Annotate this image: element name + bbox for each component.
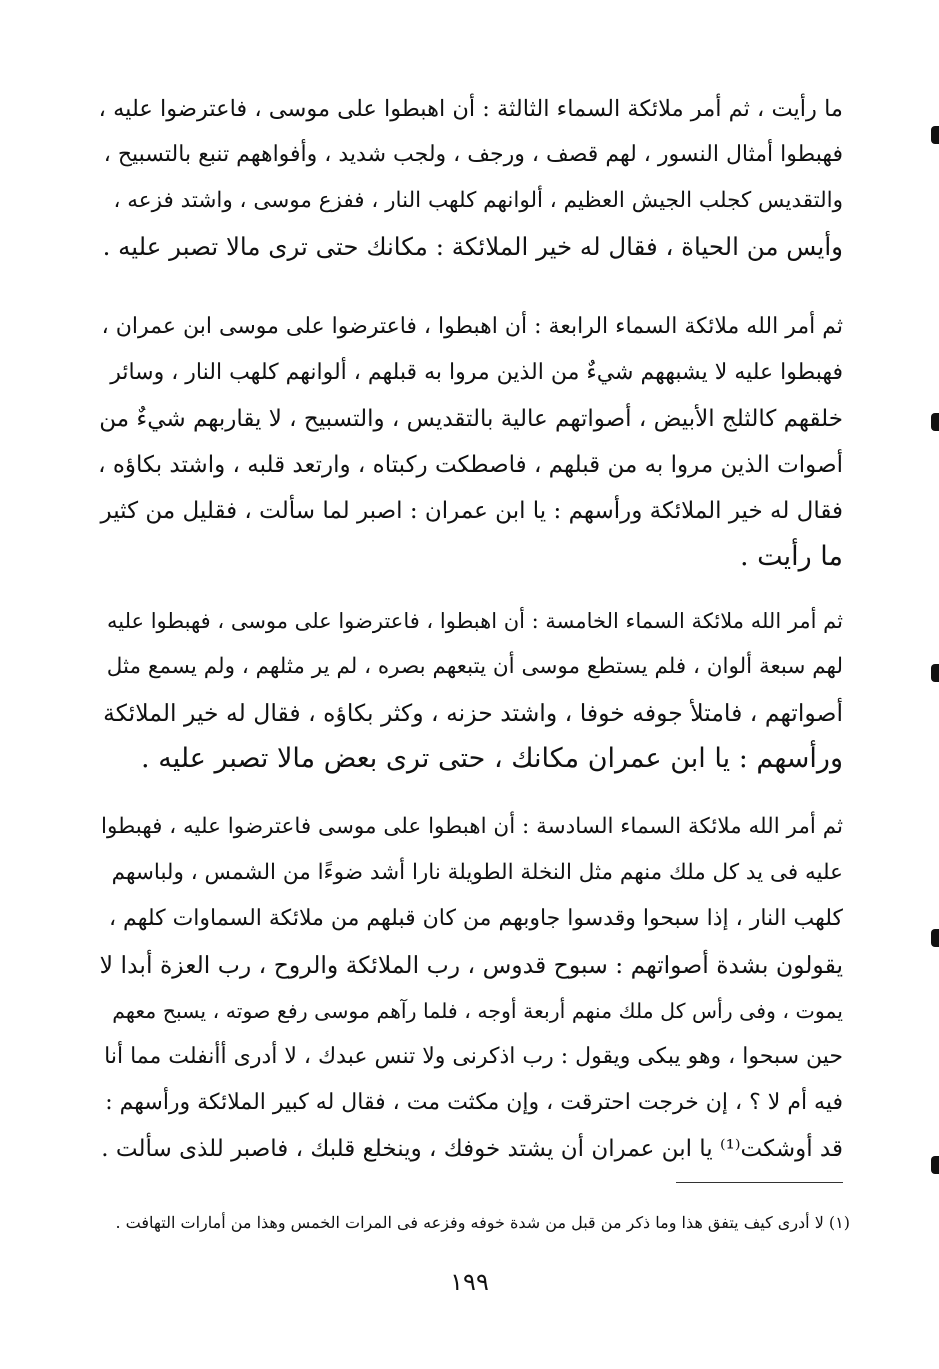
text-line: حين سبحوا ، وهو يبكى ويقول : رب اذكرنى ولا تنس عبدك ، لا أدرى أأنفلت مما أنا (104, 1044, 843, 1069)
text-line: ثم أمر الله ملائكة السماء الرابعة : أن اهبطوا ، فاعترضوا على موسى ابن عمران ، (101, 314, 843, 339)
text-line: ثم أمر الله ملائكة السماء السادسة : أن اهبطوا على موسى فاعترضوا عليه ، فهبطوا (101, 814, 843, 839)
text-line: أصواتهم ، فامتلأ جوفه خوفا ، واشتد حزنه ، وكثر بكاؤه ، فقال له خير الملائكة (103, 699, 843, 727)
text-line: عليه فى يد كل ملك منهم مثل النخلة الطويلة نارا أشد ضوءًا من الشمس ، ولباسهم (111, 860, 843, 885)
footnote: (١) لا أدرى كيف يتفق هذا وما ذكر من قبل من شدة خوفه وفزعه فى المرات الخمس وهذا من أمارات التهافت . (115, 1213, 850, 1232)
text-line: فهبطوا أمثال النسور ، لهم قصف ، ورجف ، ولجب شديد ، وأفواههم تنبع بالتسبيح ، (103, 142, 843, 167)
binding-hole-mark (931, 1156, 939, 1174)
paragraph-fourth-heaven (98, 304, 843, 580)
paragraph-fifth-heaven (98, 598, 843, 782)
text-line: فهبطوا عليه لا يشبههم شيءٌ من الذين مروا به قبلهم ، ألوانهم كلهب النار ، وسائر (110, 360, 843, 385)
text-line: ورأسهم : يا ابن عمران مكانك ، حتى ترى بعض مالا تصبر عليه . (141, 743, 843, 774)
text-line: ما رأيت . (739, 541, 843, 572)
text-line: قد أوشكت⁽¹⁾ يا ابن عمران أن يشتد خوفك ، وينخلع قلبك ، فاصبر للذى سألت . (101, 1136, 843, 1162)
binding-hole-mark (931, 413, 939, 431)
text-line: وأيس من الحياة ، فقال له خير الملائكة : مكانك حتى ترى مالا تصبر عليه . (102, 232, 843, 261)
text-line: يقولون بشدة أصواتهم : سبوح قدوس ، رب الملائكة والروح ، رب العزة أبدا لا (99, 951, 843, 979)
text-line: فيه أم لا ؟ ، إن خرجت احترقت ، وإن مكثت مت ، فقال له كبير الملائكة ورأسهم : (105, 1090, 843, 1115)
binding-hole-mark (931, 664, 939, 682)
text-line: فقال له خير الملائكة ورأسهم : يا ابن عمران : اصبر لما سألت ، فقليل من كثير (100, 498, 843, 524)
text-line: أصوات الذين مروا به من قبلهم ، فاصطكت ركبتاه ، وارتعد قلبه ، واشتد بكاؤه ، (98, 452, 843, 478)
text-line: ثم أمر الله ملائكة السماء الخامسة : أن اهبطوا ، فاعترضوا على موسى ، فهبطوا عليه (106, 609, 843, 633)
paragraph-third-heaven (98, 86, 843, 270)
text-line: ما رأيت ، ثم أمر ملائكة السماء الثالثة : أن اهبطوا على موسى ، فاعترضوا عليه ، (98, 96, 843, 122)
page-number: ١٩٩ (450, 1268, 489, 1296)
paragraph-sixth-heaven (98, 804, 843, 1172)
binding-hole-mark (931, 126, 939, 144)
text-line: لهم سبعة ألوان ، فلم يستطع موسى أن يتبعهم بصره ، لم ير مثلهم ، ولم يسمع مثل (106, 654, 843, 679)
text-line: يموت ، وفى رأس كل ملك منهم أربعة أوجه ، فلما رآهم موسى رفع صوته ، يسبح معهم (112, 999, 843, 1023)
text-line: خلقهم كالثلج الأبيض ، أصواتهم عالية بالتقديس ، والتسبيح ، لا يقاربهم شيءٌ من (99, 406, 843, 432)
text-line: كلهب النار ، إذا سبحوا وقدسوا جاوبهم من كان قبلهم من ملائكة السماوات كلهم ، (108, 906, 843, 931)
text-line: والتقديس كجلب الجيش العظيم ، ألوانهم كلهب النار ، ففزع موسى ، واشتد فزعه ، (113, 188, 843, 213)
footnote-separator (676, 1182, 843, 1183)
binding-hole-mark (931, 929, 939, 947)
